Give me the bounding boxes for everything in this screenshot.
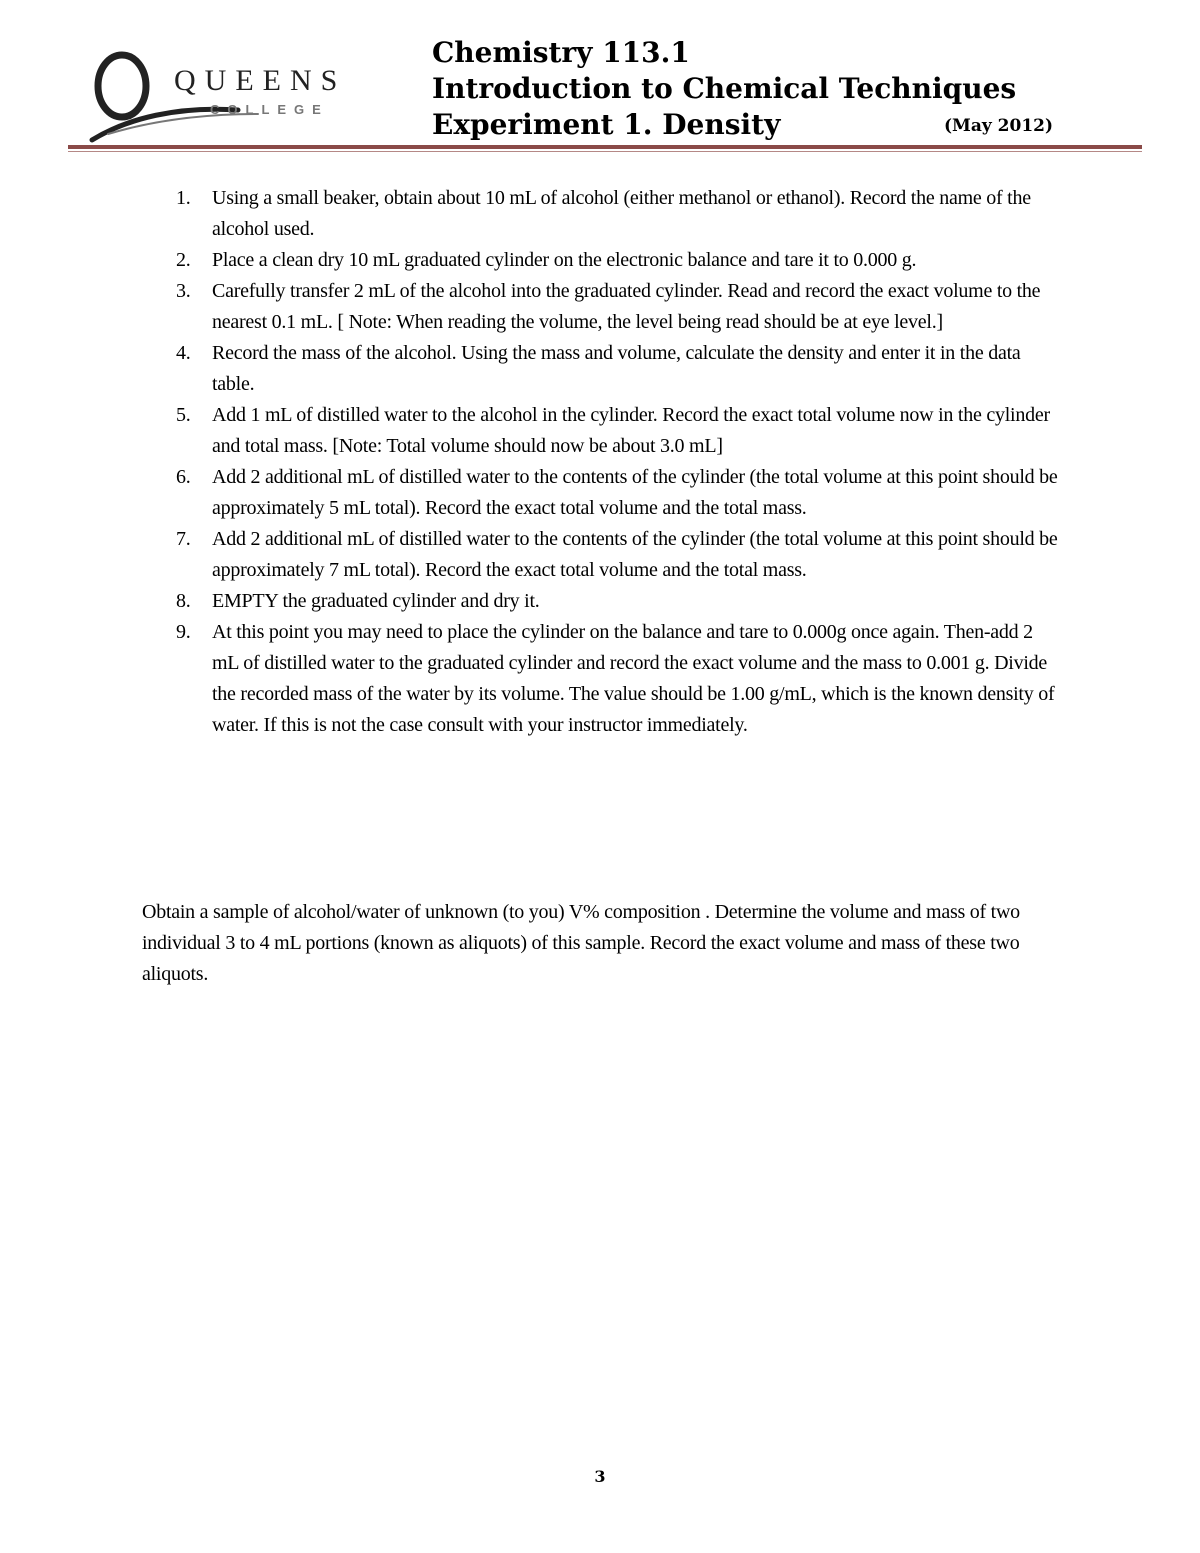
page-number: 3 bbox=[594, 1467, 606, 1486]
step-text: Add 2 additional mL of distilled water to the contents of the cylinder (the total volume at this point should be approximately 7 mL total). Record the exact total volume and the total mass. bbox=[212, 528, 1058, 581]
procedure-step bbox=[170, 586, 1060, 617]
procedure-step bbox=[170, 400, 1060, 462]
course-title: Chemistry 113.1 bbox=[432, 36, 690, 69]
step-text: Place a clean dry 10 mL graduated cylinder on the electronic balance and tare it to 0.000 g. bbox=[212, 249, 917, 271]
procedure-step bbox=[170, 245, 1060, 276]
q-swoosh-icon bbox=[88, 48, 378, 148]
procedure-step bbox=[170, 338, 1060, 400]
header-divider-thin bbox=[68, 151, 1142, 152]
procedure-step bbox=[170, 617, 1060, 741]
step-text: Using a small beaker, obtain about 10 mL of alcohol (either methanol or ethanol). Record the name of the alcohol used. bbox=[212, 187, 1031, 240]
step-number: 2. bbox=[176, 249, 191, 271]
logo-wordmark: QUEENS bbox=[174, 64, 347, 97]
procedure-step bbox=[170, 524, 1060, 586]
experiment-title: Experiment 1. Density bbox=[432, 108, 781, 141]
procedure-list bbox=[170, 183, 1060, 741]
step-number: 3. bbox=[176, 280, 191, 302]
procedure-step bbox=[170, 183, 1060, 245]
step-number: 8. bbox=[176, 590, 191, 612]
step-number: 9. bbox=[176, 621, 191, 643]
step-text: Carefully transfer 2 mL of the alcohol into the graduated cylinder. Read and record the exact volume to the nearest 0.1 mL. [ Note: When reading the volume, the level being read should be at eye level.] bbox=[212, 280, 1041, 333]
document-date: (May 2012) bbox=[944, 116, 1054, 136]
header-divider bbox=[68, 145, 1142, 149]
logo-subtext: COLLEGE bbox=[210, 102, 329, 117]
unknown-sample-instructions: Obtain a sample of alcohol/water of unknown (to you) V% composition . Determine the volume and mass of two individual 3 to 4 mL portions (known as aliquots) of this sample. Record the exact volume and mass of these two aliquots. bbox=[142, 901, 1020, 985]
step-number: 1. bbox=[176, 187, 191, 209]
procedure-step bbox=[170, 276, 1060, 338]
step-text: Record the mass of the alcohol. Using the mass and volume, calculate the density and enter it in the data table. bbox=[212, 342, 1021, 395]
step-text: Add 2 additional mL of distilled water to the contents of the cylinder (the total volume at this point should be approximately 5 mL total). Record the exact total volume and the total mass. bbox=[212, 466, 1058, 519]
step-number: 6. bbox=[176, 466, 191, 488]
step-number: 4. bbox=[176, 342, 191, 364]
queens-college-logo bbox=[88, 48, 378, 148]
step-text: Add 1 mL of distilled water to the alcohol in the cylinder. Record the exact total volume now in the cylinder and total mass. [Note: Total volume should now be about 3.0 mL] bbox=[212, 404, 1050, 457]
step-text: EMPTY the graduated cylinder and dry it. bbox=[212, 590, 540, 612]
step-number: 5. bbox=[176, 404, 191, 426]
step-text: At this point you may need to place the cylinder on the balance and tare to 0.000g once again. Then-add 2 mL of distilled water to the graduated cylinder and record the exact volume and the mass to 0.001 g. Divide the recorded mass of the water by its volume. The value should be 1.00 g/mL, which is the known density of water. If this is not the case consult with your instructor immediately. bbox=[212, 621, 1055, 736]
step-number: 7. bbox=[176, 528, 191, 550]
page-header bbox=[0, 0, 1200, 160]
course-subtitle: Introduction to Chemical Techniques bbox=[432, 72, 1017, 105]
procedure-step bbox=[170, 462, 1060, 524]
